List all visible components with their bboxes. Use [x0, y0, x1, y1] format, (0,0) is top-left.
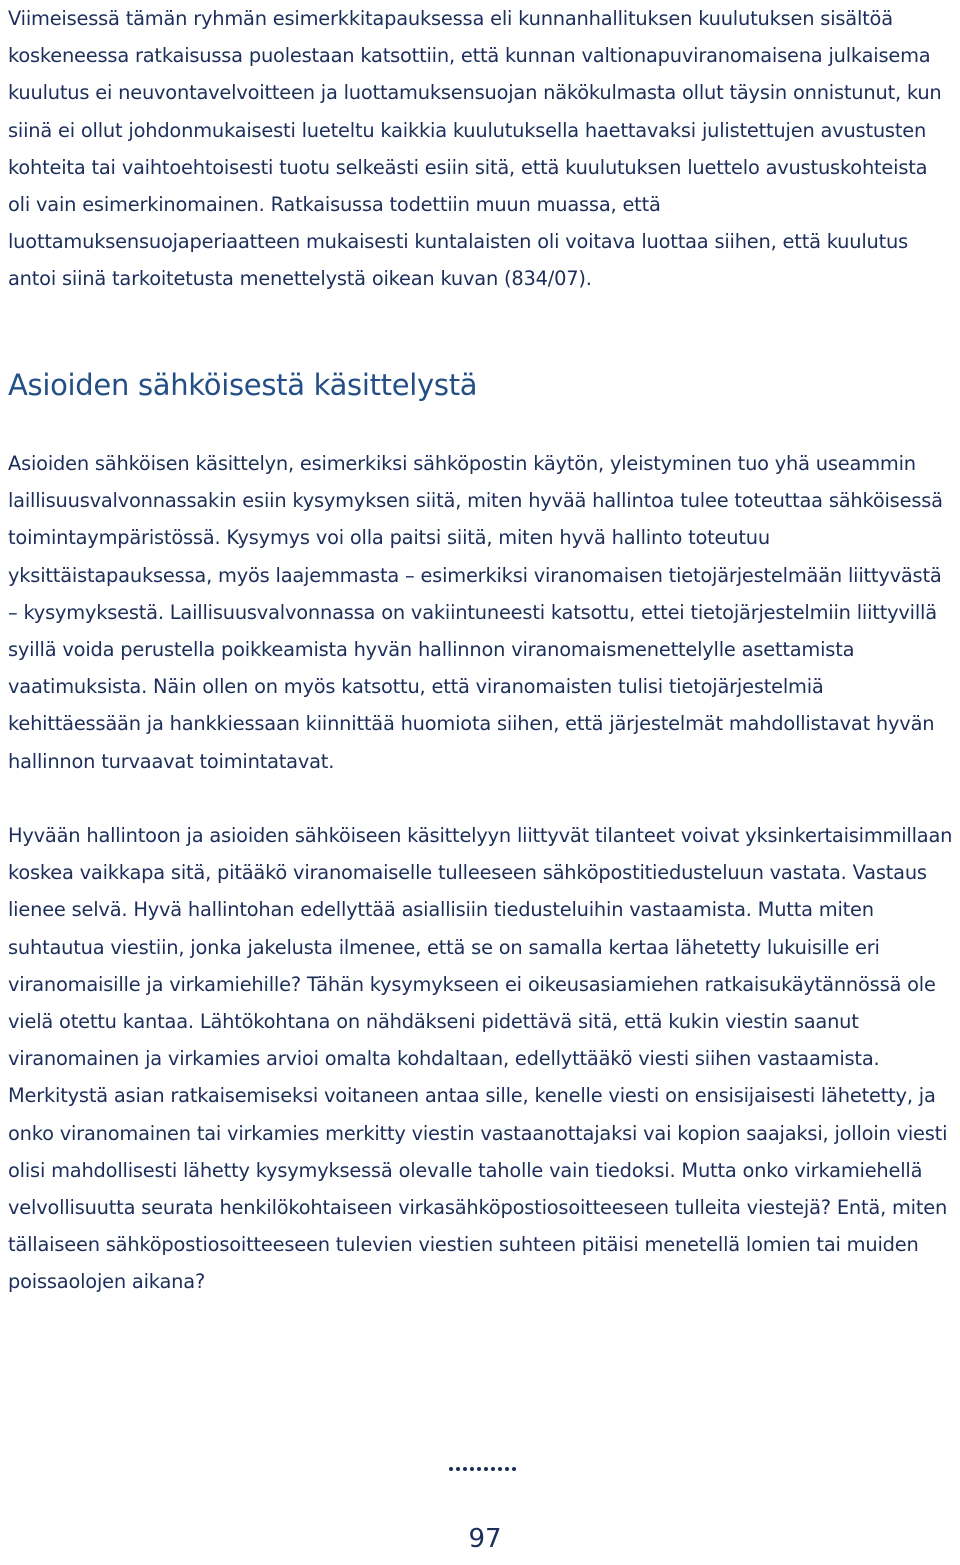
body-paragraph-email-inquiries: Hyvään hallintoon ja asioiden sähköiseen käsittelyyn liittyvät tilanteet voivat yksinkertaisimmillaan koskea vaikkapa sitä, pitääkö viranomaiselle tulleeseen sähköpostitiedusteluun vastata. Vastaus lienee selvä. Hyvä hallintohan edellyttää asiallisiin tiedusteluihin vastaamista. Mutta miten suhtautua viestiin, jonka jakelusta ilmenee, että se on samalla kertaa lähetetty lukuisille eri viranomaisille ja virkamiehille? Tähän kysymykseen ei oikeusasiamiehen ratkaisukäytännössä ole vielä otettu kantaa. Lähtökohtana on nähdäkseni pidettävä sitä, että kukin viestin saanut viranomainen ja virkamies arvioi omalta kohdaltaan, edellyttääkö viesti siihen vastaamista. Merkitystä asian ratkaisemiseksi voitaneen antaa sille, kenelle viesti on ensisijaisesti lähetetty, ja onko viranomainen tai virkamies merkitty viestin vastaanottajaksi vai kopion saajaksi, jolloin viesti olisi mahdollisesti lähetty kysymyksessä olevalle taholle vain tiedoksi. Mutta onko virkamiehellä velvollisuutta seurata henkilökohtaiseen virkasähköpostiosoitteeseen tulleita viestejä? Entä, miten tällaiseen sähköpostiosoitteeseen tulevien viestien suhteen pitäisi menetellä lomien tai muiden poissaolojen aikana?	[8, 824, 953, 1294]
body-paragraph-grant-announcement: Viimeisessä tämän ryhmän esimerkkitapauksessa eli kunnanhallituksen kuulutuksen sisältöä koskeneessa ratkaisussa puolestaan katsottiin, että kunnan valtionapuviranomaisena julkaisema kuulutus ei neuvontavelvoitteen ja luottamuksensuojan näkökulmasta ollut täysin onnistunut, kun siinä ei ollut johdonmukaisesti lueteltu kaikkia kuulutuksella haettavaksi julistettujen avustusten kohteita tai vaihtoehtoisesti tuotu selkeästi esiin sitä, että kuulutuksen luettelo avustuskohteista oli vain esimerkinomainen. Ratkaisussa todettiin muun muassa, että luottamuksensuojaperiaatteen mukaisesti kuntalaisten oli voitava luottaa siihen, että kuulutus antoi siinä tarkoitetusta menettelystä oikean kuvan (834/07).	[8, 7, 942, 291]
page-number: 97	[468, 1524, 502, 1554]
footer-dotted-rule	[449, 1467, 519, 1473]
body-paragraph-electronic-processing: Asioiden sähköisen käsittelyn, esimerkiksi sähköpostin käytön, yleistyminen tuo yhä useammin laillisuusvalvonnassakin esiin kysymyksen siitä, miten hyvää hallintoa tulee toteuttaa sähköisessä toimintaympäristössä. Kysymys voi olla paitsi siitä, miten hyvä hallinto toteutuu yksittäistapauksessa, myös laajemmasta – esimerkiksi viranomaisen tietojärjestelmään liittyvästä – kysymyksestä. Laillisuusvalvonnassa on vakiintuneesti katsottu, ettei tietojärjestelmiin liittyvillä syillä voida perustella poikkeamista hyvän hallinnon viranomaismenettelylle asettamista vaatimuksista. Näin ollen on myös katsottu, että viranomaisten tulisi tietojärjestelmiä kehittäessään ja hankkiessaan kiinnittää huomiota siihen, että järjestelmät mahdollistavat hyvän hallinnon turvaavat toimintatavat.	[8, 452, 943, 773]
section-heading: Asioiden sähköisestä käsittelystä	[8, 368, 478, 402]
